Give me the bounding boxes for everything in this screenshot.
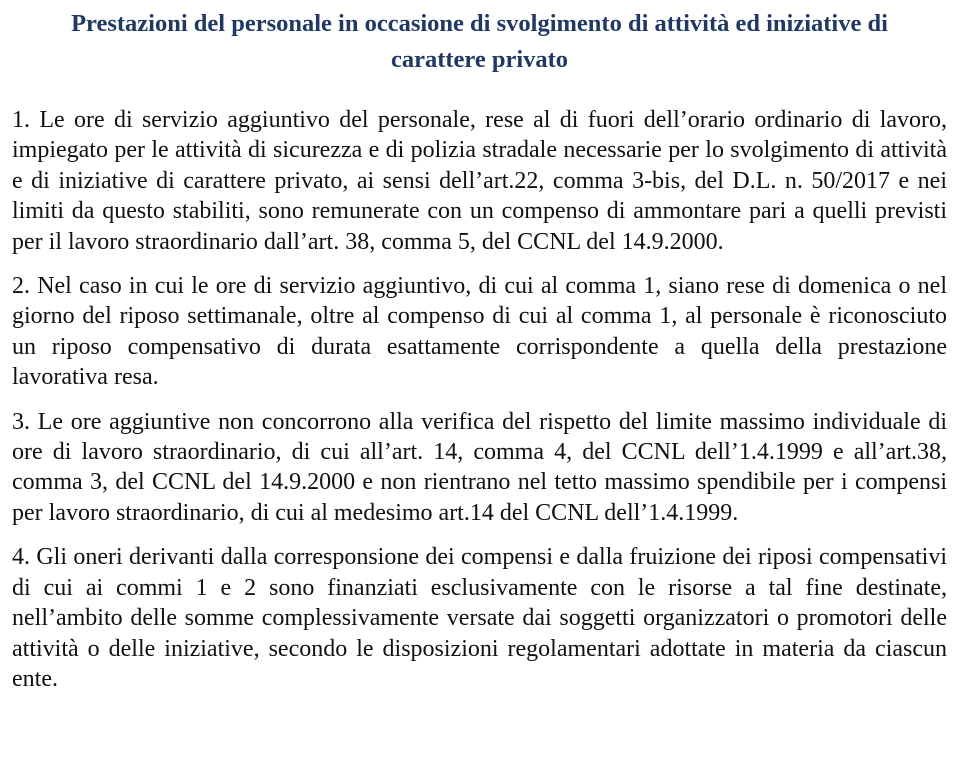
- paragraph-4: 4. Gli oneri derivanti dalla corresponsione dei compensi e dalla fruizione dei riposi compensativi di cui ai commi 1 e 2 sono finanziati esclusivamente con le risorse a tal fine destinate, nell’ambito delle somme complessivamente versate dai soggetti organizzatori o promotori delle attività o delle iniziative, secondo le disposizioni regolamentari adottate in materia da ciascun ente.: [12, 544, 947, 692]
- title-line-2: carattere privato: [390, 46, 569, 73]
- title-line-1: Prestazioni del personale in occasione di svolgimento di attività ed iniziative di: [71, 10, 888, 37]
- document-title: [12, 6, 947, 78]
- article-list: [12, 105, 947, 694]
- paragraph-1: 1. Le ore di servizio aggiuntivo del personale, rese al di fuori dell’orario ordinario di lavoro, impiegato per le attività di sicurezza e di polizia stradale necessarie per lo svolgimento di attività e di iniziative di carattere privato, ai sensi dell’art.22, comma 3-bis, del D.L. n. 50/2017 e nei limiti da questo stabiliti, sono remunerate con un compenso di ammontare pari a quelli previsti per il lavoro straordinario dall’art. 38, comma 5, del CCNL del 14.9.2000.: [12, 107, 947, 255]
- paragraph-3: 3. Le ore aggiuntive non concorrono alla verifica del rispetto del limite massimo individuale di ore di lavoro straordinario, di cui all’art. 14, comma 4, del CCNL dell’1.4.1999 e all’art.38, comma 3, del CCNL del 14.9.2000 e non rientrano nel tetto massimo spendibile per i compensi per lavoro straordinario, di cui al medesimo art.14 del CCNL dell’1.4.1999.: [12, 408, 947, 526]
- paragraph-2: 2. Nel caso in cui le ore di servizio aggiuntivo, di cui al comma 1, siano rese di domenica o nel giorno del riposo settimanale, oltre al compenso di cui al comma 1, al personale è riconosciuto un riposo compensativo di durata esattamente corrispondente a quella della prestazione lavorativa resa.: [12, 273, 947, 391]
